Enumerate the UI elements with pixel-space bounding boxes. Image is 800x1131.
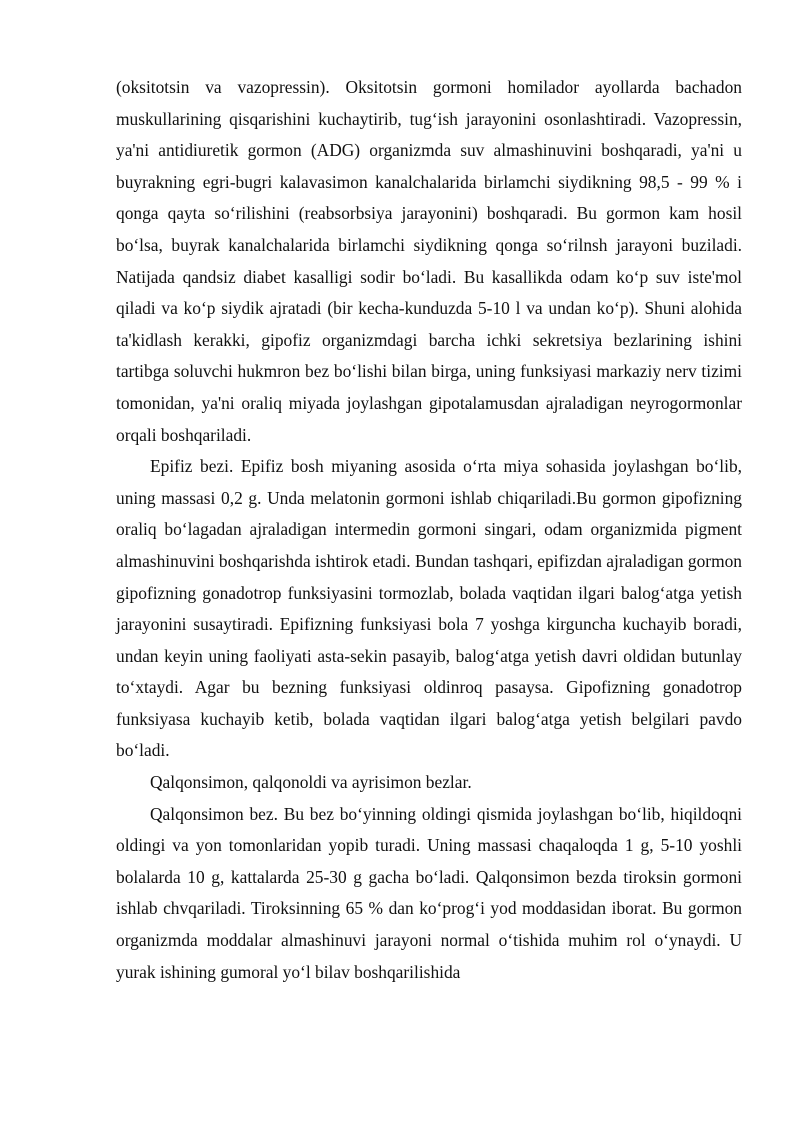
- document-page: [116, 72, 742, 988]
- paragraph-oksitotsin-vazopressin: (oksitotsin va vazopressin). Oksitotsin gormoni homilador ayollarda bachadon muskullarining qisqarishini kuchaytirib, tug‘ish jarayonini osonlashtiradi. Vazopressin, ya'ni antidiuretik gormon (ADG) organizmda suv almashinuvini boshqaradi, ya'ni u buyrakning egri-bugri kalavasimon kanalchalarida birlamchi siydikning 98,5 - 99 % i qonga qayta so‘rilishini (reabsorbsiya jarayonini) boshqaradi. Bu gormon kam hosil bo‘lsa, buyrak kanalchalarida birlamchi siydikning qonga so‘rilnsh jarayoni buziladi. Natijada qandsiz diabet kasalligi sodir bo‘ladi. Bu kasallikda odam ko‘p suv iste'mol qiladi va ko‘p siydik ajratadi (bir kecha-kunduzda 5-10 l va undan ko‘p). Shuni alohida ta'kidlash kerakki, gipofiz organizmdagi barcha ichki sekretsiya bezlarining ishini tartibga soluvchi hukmron bez bo‘lishi bilan birga, uning funksiyasi markaziy nerv tizimi tomonidan, ya'ni oraliq miyada joylashgan gipotalamusdan ajraladigan neyrogormonlar orqali boshqariladi.: [116, 77, 742, 445]
- paragraph-qalqonsimon-bez: Qalqonsimon bez. Bu bez bo‘yinning oldingi qismida joylashgan bo‘lib, hiqildoqni oldingi va yon tomonlaridan yopib turadi. Uning massasi chaqaloqda 1 g, 5-10 yoshli bolalarda 10 g, kattalarda 25-30 g gacha bo‘ladi. Qalqonsimon bezda tiroksin gormoni ishlab chvqariladi. Tiroksinning 65 % dan ko‘prog‘i yod moddasidan iborat. Bu gormon organizmda moddalar almashinuvi jarayoni normal o‘tishida muhim rol o‘ynaydi. U yurak ishining gumoral yo‘l bilav boshqarilishida: [116, 803, 742, 982]
- paragraph-epifiz-bezi: Epifiz bezi. Epifiz bosh miyaning asosida o‘rta miya sohasida joylashgan bo‘lib, uning massasi 0,2 g. Unda melatonin gormoni ishlab chiqariladi.Bu gormon gipofizning oraliq bo‘lagadan ajraladigan intermedin gormoni singari, odam organizmida pigment almashinuvini boshqarishda ishtirok etadi. Bundan tashqari, epifizdan ajraladigan gormon gipofizning gonadotrop funksiyasini tormozlab, bolada vaqtidan ilgari balog‘atga yetish jarayonini susaytiradi. Epifizning funksiyasi bola 7 yoshga kirguncha kuchayib boradi, undan keyin uning faoliyati asta-sekin pasayib, balog‘atga yetish davri oldidan butunlay to‘xtaydi. Agar bu bezning funksiyasi oldinroq pasaysa. Gipofizning gonadotrop funksiyasa kuchayib ketib, bolada vaqtidan ilgari balog‘atga yetish belgilari pavdo bo‘ladi.: [116, 456, 742, 761]
- section-heading-qalqonsimon-bezlar: Qalqonsimon, qalqonoldi va ayrisimon bezlar.: [150, 772, 472, 793]
